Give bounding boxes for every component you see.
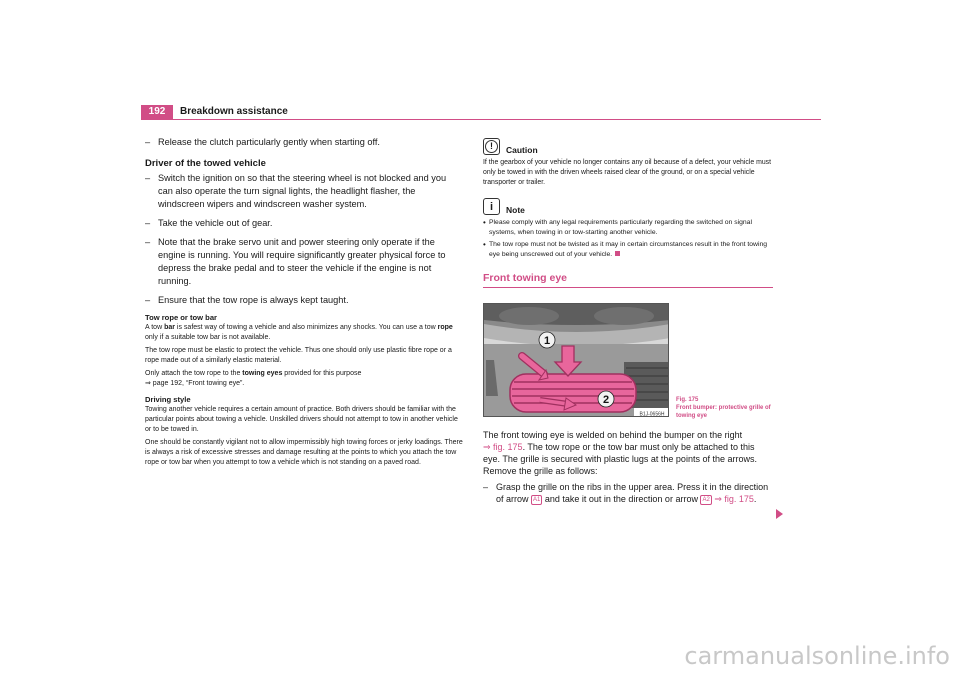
towed-step-2: – Take the vehicle out of gear. (145, 217, 463, 230)
rope-paragraph-2: The tow rope must be elastic to protect the vehicle. Thus one should only use plastic fibre rope or a rope made out of a similarly elastic material. (145, 347, 452, 364)
rope-page-link[interactable]: ⇒ page 192, “Front towing eye”. (145, 380, 245, 387)
page-number: 192 (141, 105, 173, 119)
note-bullet-2: • The tow rope must not be twisted as it may in certain circumstances result in the front towing eye being unscrewed out of your vehicle. (483, 240, 773, 260)
figure-label: Fig. 175 (676, 397, 699, 403)
left-column (145, 136, 463, 471)
towing-eye-body: The front towing eye is welded on behind the bumper on the right ⇒ fig. 175. The tow rope or the tow bar must only be attached to this eye. The grille is secured with plastic lugs at the points of the arrows. Remove the grille as follows: (483, 430, 757, 476)
driving-style-heading: Driving style (145, 395, 191, 404)
driving-style-paragraph-2: One should be constantly vigilant not to allow impermissibly high towing forces or jerky loadings. There is always a risk of excessive stresses and damage resulting at the points to which you attach the tow rope or tow bar when you attempt to tow a vehicle which is not standing on a paved road. (145, 439, 463, 466)
section-end-mark (615, 251, 620, 256)
fig-link-2[interactable]: ⇒ fig. 175 (714, 494, 754, 504)
towed-step-1: – Switch the ignition on so that the steering wheel is not blocked and you can also operate the turn signal lights, the headlight flasher, the windscreen wipers and windscreen washer system. (145, 172, 463, 211)
header-rule (141, 119, 821, 120)
step-intro: – Release the clutch particularly gently when starting off. (145, 136, 463, 149)
section-title: Front towing eye (483, 272, 773, 288)
arrow-tag-2: A2 (702, 496, 710, 503)
caution-text: If the gearbox of your vehicle no longer contains any oil because of a defect, your vehicle must only be towed in with the driven wheels raised clear of the ground, or on a special vehicle transporter or trailer. (483, 159, 772, 186)
figure-code: B1J-0656H (639, 411, 665, 417)
figure-row (483, 303, 773, 423)
driving-style-paragraph-1: Towing another vehicle requires a certain amount of practice. Both drivers should be familiar with the particular points about towing a vehicle. Unskilled drivers should not attempt to tow in another vehicle or to be towed in. (145, 406, 458, 433)
caution-header (483, 138, 773, 155)
bumper-figure (483, 303, 669, 417)
figure-callout-1: 1 (543, 335, 551, 347)
rope-heading: Tow rope or tow bar (145, 313, 217, 322)
rope-paragraph-3: Only attach the tow rope to the towing eyes provided for this purpose ⇒ page 192, “Front towing eye”. (145, 370, 362, 387)
figure-caption (676, 396, 776, 420)
watermark: carmanualsonline.info (684, 642, 950, 670)
note-header (483, 198, 773, 215)
bumper-illustration (484, 304, 669, 417)
towed-step-3: – Note that the brake servo unit and power steering only operate if the engine is running. You will require significantly greater physical force to depress the brake pedal and to steer the vehicle if the engine is not running. (145, 236, 463, 288)
figure-callout-2: 2 (602, 394, 610, 406)
right-column (483, 138, 773, 511)
removal-step: – Grasp the grille on the ribs in the upper area. Press it in the direction of arrow A1 and take it out in the direction or arrow A2 ⇒ fig. 175. (483, 481, 773, 505)
next-page-arrow-icon[interactable] (776, 509, 783, 519)
note-title: Note (506, 205, 525, 215)
caution-icon: ! (483, 138, 500, 155)
info-icon: i (483, 198, 500, 215)
note-bullet-1: • Please comply with any legal requirements particularly regarding the switched on signal systems, when towing in or tow-starting another vehicle. (483, 218, 773, 238)
caution-title: Caution (506, 145, 538, 155)
towed-step-4: – Ensure that the tow rope is always kept taught. (145, 294, 463, 307)
towed-heading: Driver of the towed vehicle (145, 158, 266, 169)
rope-paragraph-1: A tow bar is safest way of towing a vehicle and also minimizes any shocks. You can use a tow rope only if a suitable tow bar is not available. (145, 324, 453, 341)
arrow-tag-1: A1 (533, 496, 541, 503)
fig-link[interactable]: ⇒ fig. 175 (483, 442, 523, 452)
page-title: Breakdown assistance (180, 106, 288, 117)
figure-caption-text: Front bumper: protective grille of towing eye (676, 405, 771, 419)
